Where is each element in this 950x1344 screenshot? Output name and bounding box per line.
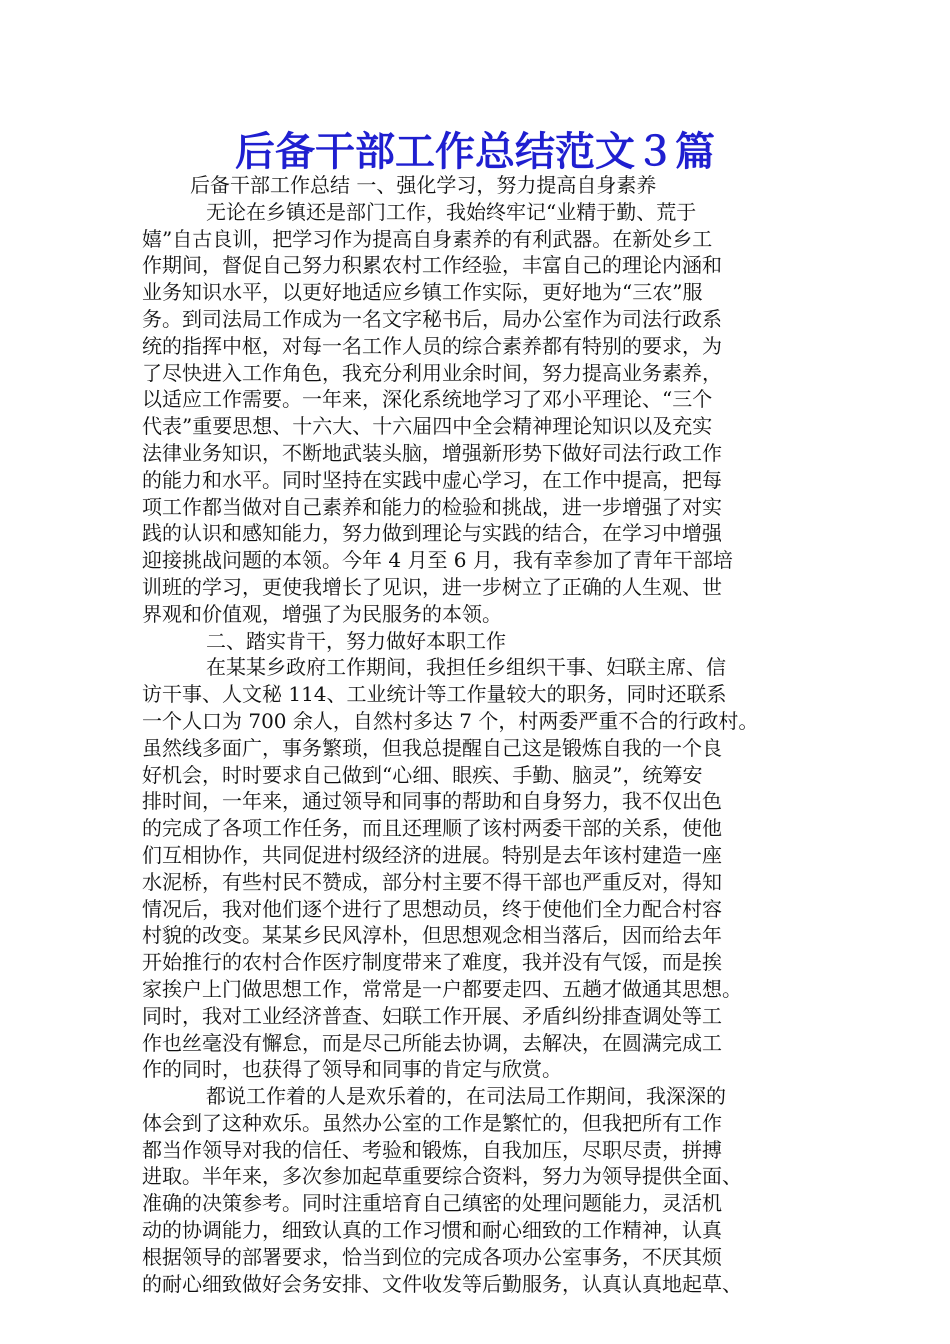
document-body — [142, 172, 822, 1297]
text-line: 统的指挥中枢，对每一名工作人员的综合素养都有特别的要求，为 — [142, 333, 722, 358]
text-line: 代表”重要思想、十六大、十六届四中全会精神理论知识以及充实 — [142, 414, 713, 439]
text-line: 动的协调能力，细致认真的工作习惯和耐心细致的工作精神，认真 — [142, 1218, 722, 1243]
text-line: 无论在乡镇还是部门工作，我始终牢记“业精于勤、荒于 — [206, 199, 697, 224]
text-line: 的耐心细致做好会务安排、文件收发等后勤服务，认真认真地起草、 — [142, 1271, 742, 1296]
text-line: 作也丝毫没有懈怠，而是尽己所能去协调，去解决，在圆满完成工 — [142, 1030, 722, 1055]
text-line: 情况后，我对他们逐个进行了思想动员，终于使他们全力配合村容 — [142, 896, 722, 921]
text-line: 后备干部工作总结 一、强化学习，努力提高自身素养 — [190, 173, 657, 197]
text-line: 开始推行的农村合作医疗制度带来了难度，我并没有气馁，而是挨 — [142, 950, 722, 975]
text-line: 家挨户上门做思想工作，常常是一户都要走四、五趟才做通其思想。 — [142, 976, 742, 1001]
text-line: 根据领导的部署要求，恰当到位的完成各项办公室事务，不厌其烦 — [142, 1244, 722, 1269]
text-line: 的能力和水平。同时坚持在实践中虚心学习，在工作中提高，把每 — [142, 467, 722, 492]
text-line: 同时，我对工业经济普查、妇联工作开展、矛盾纠纷排查调处等工 — [142, 1003, 722, 1028]
text-line: 准确的决策参考。同时注重培育自己缜密的处理问题能力，灵活机 — [142, 1191, 722, 1216]
text-line: 一个人口为 700 余人，自然村多达 7 个，村两委严重不合的行政村。 — [142, 708, 759, 733]
text-line: 训班的学习，更使我增长了见识，进一步树立了正确的人生观、世 — [142, 574, 722, 599]
text-line: 访干事、人文秘 114、工业统计等工作量较大的职务，同时还联系 — [142, 682, 727, 707]
text-line: 虽然线多面广，事务繁琐，但我总提醒自己这是锻炼自我的一个良 — [142, 735, 722, 760]
text-line: 都说工作着的人是欢乐着的，在司法局工作期间，我深深的 — [206, 1084, 726, 1109]
text-line: 迎接挑战问题的本领。今年 4 月至 6 月，我有幸参加了青年干部培 — [142, 548, 733, 573]
text-line: 体会到了这种欢乐。虽然办公室的工作是繁忙的，但我把所有工作 — [142, 1110, 722, 1135]
document-title: 后备干部工作总结范文３篇 — [235, 128, 715, 175]
text-line: 村貌的改变。某某乡民风淳朴，但思想观念相当落后，因而给去年 — [142, 923, 722, 948]
text-line: 项工作都当做对自己素养和能力的检验和挑战，进一步增强了对实 — [142, 494, 722, 519]
text-line: 界观和价值观，增强了为民服务的本领。 — [142, 601, 502, 626]
text-line: 践的认识和感知能力，努力做到理论与实践的结合，在学习中增强 — [142, 521, 722, 546]
text-line: 水泥桥，有些村民不赞成，部分村主要不得干部也严重反对，得知 — [142, 869, 722, 894]
text-line: 们互相协作，共同促进村级经济的进展。特别是去年该村建造一座 — [142, 842, 722, 867]
text-line: 在某某乡政府工作期间，我担任乡组织干事、妇联主席、信 — [206, 655, 726, 680]
text-line: 嬉”自古良训，把学习作为提高自身素养的有利武器。在新处乡工 — [142, 226, 713, 251]
text-line: 排时间，一年来，通过领导和同事的帮助和自身努力，我不仅出色 — [142, 789, 722, 814]
text-line: 都当作领导对我的信任、考验和锻炼，自我加压，尽职尽责，拼搏 — [142, 1137, 722, 1162]
text-line: 法律业务知识，不断地武装头脑，增强新形势下做好司法行政工作 — [142, 440, 722, 465]
text-line: 好机会，时时要求自己做到“心细、眼疾、手勤、脑灵”，统筹安 — [142, 762, 703, 787]
text-line: 业务知识水平，以更好地适应乡镇工作实际，更好地为“三农”服 — [142, 280, 703, 305]
text-line: 务。到司法局工作成为一名文字秘书后，局办公室作为司法行政系 — [142, 306, 722, 331]
text-line: 进取。半年来，多次参加起草重要综合资料，努力为领导提供全面、 — [142, 1164, 742, 1189]
text-line: 作期间，督促自己努力积累农村工作经验，丰富自己的理论内涵和 — [142, 253, 722, 278]
text-line: 了尽快进入工作角色，我充分利用业余时间，努力提高业务素养， — [142, 360, 722, 385]
text-line: 以适应工作需要。一年来，深化系统地学习了邓小平理论、“三个 — [142, 387, 713, 412]
section-heading: 二、踏实肯干，努力做好本职工作 — [206, 628, 506, 653]
text-line: 的完成了各项工作任务，而且还理顺了该村两委干部的关系，使他 — [142, 816, 722, 841]
text-line: 作的同时，也获得了领导和同事的肯定与欣赏。 — [142, 1057, 562, 1082]
